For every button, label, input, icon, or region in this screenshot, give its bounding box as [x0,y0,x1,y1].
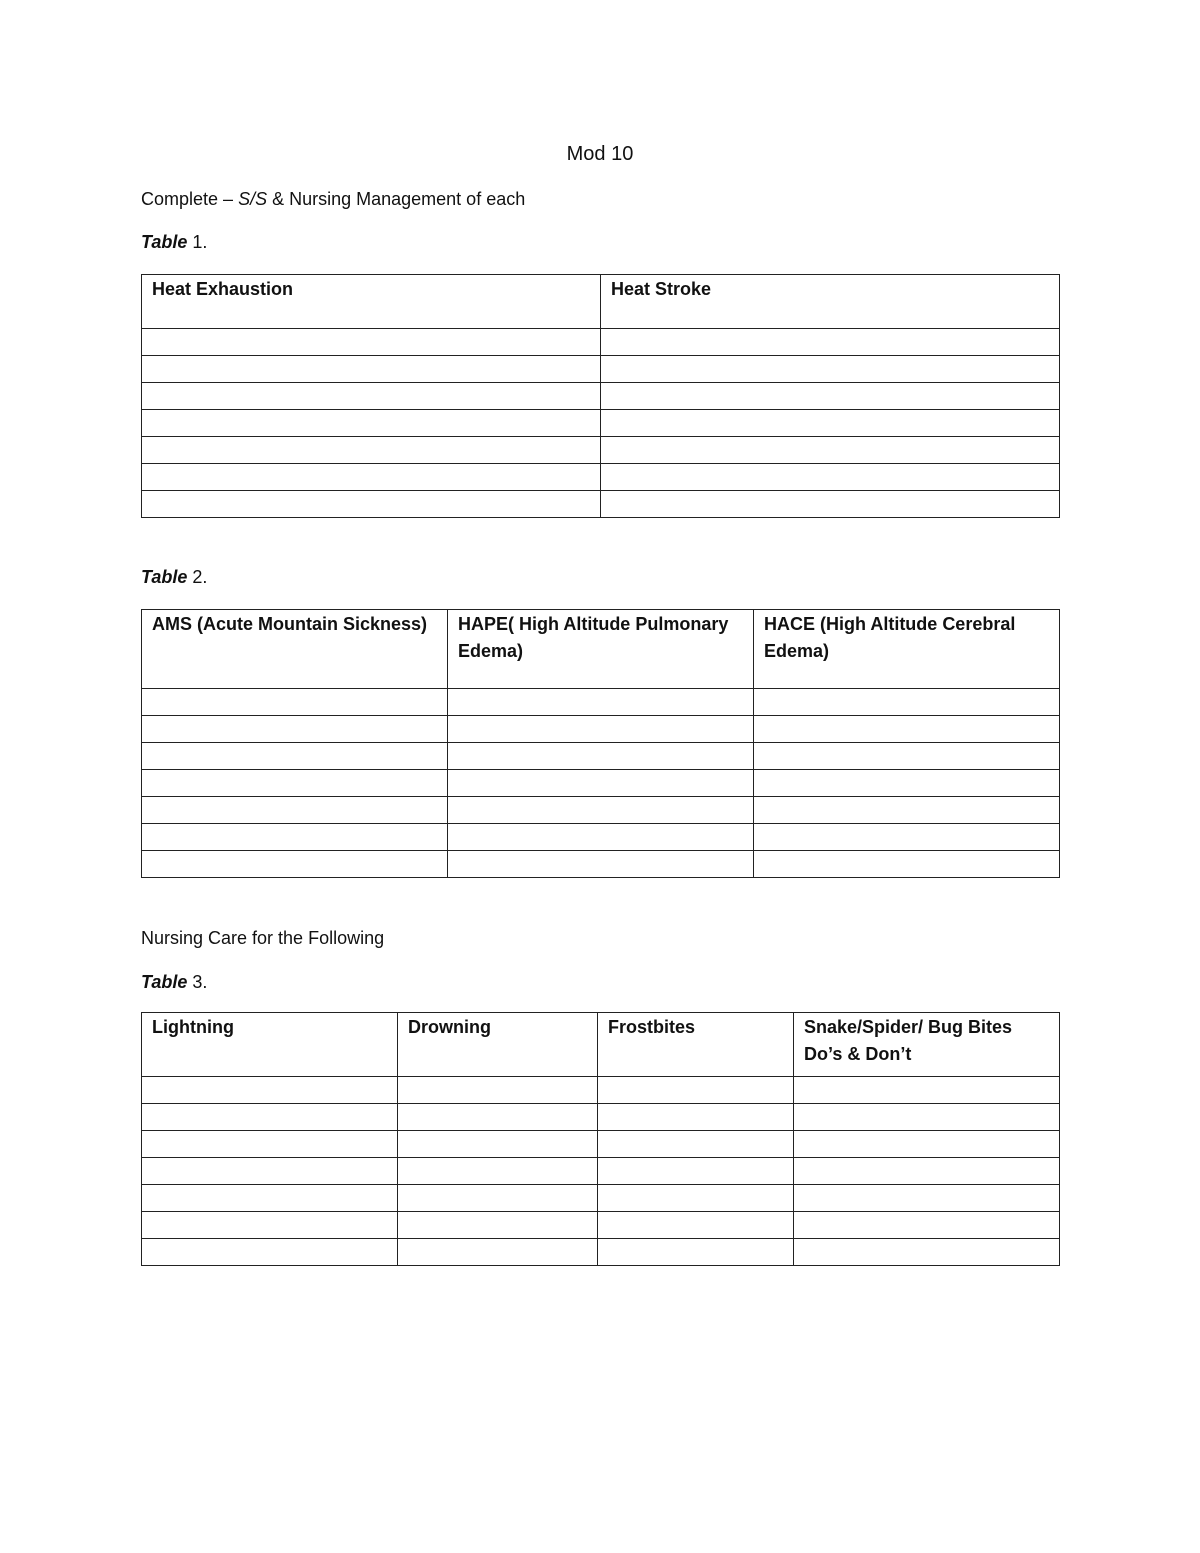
table-row [142,356,1060,383]
table-2-caption-number: 2. [187,567,208,587]
table-1-body [142,329,1060,518]
table-row [142,1212,1060,1239]
blank-cell[interactable] [601,437,1060,464]
table-3-header-bites: Snake/Spider/ Bug Bites Do’s & Don’t [794,1013,1060,1077]
blank-cell[interactable] [142,1185,398,1212]
blank-cell[interactable] [142,1104,398,1131]
blank-cell[interactable] [448,743,754,770]
blank-cell[interactable] [448,770,754,797]
page-title: Mod 10 [566,143,634,165]
table-row [142,770,1060,797]
table-3-header-lightning: Lightning [142,1013,398,1077]
table-3-body [142,1077,1060,1266]
table-3-caption-number: 3. [187,972,208,992]
blank-cell[interactable] [598,1212,794,1239]
blank-cell[interactable] [142,851,448,878]
blank-cell[interactable] [754,689,1060,716]
table-row [142,491,1060,518]
blank-cell[interactable] [601,356,1060,383]
blank-cell[interactable] [601,464,1060,491]
table-2-header-ams: AMS (Acute Mountain Sickness) [142,610,448,689]
table-3-header-drowning: Drowning [398,1013,598,1077]
table-row [142,743,1060,770]
blank-cell[interactable] [398,1158,598,1185]
table-row [142,1158,1060,1185]
blank-cell[interactable] [398,1212,598,1239]
table-row [142,410,1060,437]
blank-cell[interactable] [598,1158,794,1185]
table-2-caption [141,567,207,588]
blank-cell[interactable] [754,824,1060,851]
instructions-italic: S/S [238,189,268,209]
table-row [142,329,1060,356]
blank-cell[interactable] [142,410,601,437]
blank-cell[interactable] [794,1185,1060,1212]
blank-cell[interactable] [794,1239,1060,1266]
table-3-header-frostbites: Frostbites [598,1013,794,1077]
table-row [142,689,1060,716]
table-1-caption-number: 1. [187,232,208,252]
table-1 [141,274,1060,518]
blank-cell[interactable] [142,464,601,491]
blank-cell[interactable] [398,1104,598,1131]
table-row [142,1131,1060,1158]
blank-cell[interactable] [601,329,1060,356]
blank-cell[interactable] [398,1185,598,1212]
instructions-suffix: & Nursing Management of each [267,189,526,209]
blank-cell[interactable] [398,1131,598,1158]
table-row [142,464,1060,491]
section-text: Nursing Care for the Following [141,928,385,948]
table-row [142,716,1060,743]
blank-cell[interactable] [448,716,754,743]
blank-cell[interactable] [448,689,754,716]
blank-cell[interactable] [598,1104,794,1131]
table-2 [141,609,1060,878]
table-3-caption-word: Table [141,972,188,992]
blank-cell[interactable] [794,1131,1060,1158]
table-2-caption-word: Table [141,567,188,587]
blank-cell[interactable] [794,1158,1060,1185]
blank-cell[interactable] [601,383,1060,410]
blank-cell[interactable] [448,851,754,878]
blank-cell[interactable] [794,1077,1060,1104]
table-row [142,1077,1060,1104]
blank-cell[interactable] [142,329,601,356]
table-row [142,797,1060,824]
table-row [142,383,1060,410]
table-3-caption [141,972,207,993]
table-2-body [142,689,1060,878]
blank-cell[interactable] [598,1239,794,1266]
blank-cell[interactable] [142,1239,398,1266]
blank-cell[interactable] [398,1077,598,1104]
table-1-caption-word: Table [141,232,188,252]
blank-cell[interactable] [598,1077,794,1104]
blank-cell[interactable] [754,770,1060,797]
table-row [142,824,1060,851]
blank-cell[interactable] [754,797,1060,824]
table-1-header-heat-stroke: Heat Stroke [601,275,1060,329]
table-2-header-hace: HACE (High Altitude Cerebral Edema) [754,610,1060,689]
blank-cell[interactable] [142,824,448,851]
blank-cell[interactable] [448,797,754,824]
blank-cell[interactable] [142,1212,398,1239]
instructions-text [141,189,525,210]
blank-cell[interactable] [142,383,601,410]
blank-cell[interactable] [601,410,1060,437]
blank-cell[interactable] [142,797,448,824]
blank-cell[interactable] [142,1158,398,1185]
table-1-header-heat-exhaustion: Heat Exhaustion [142,275,601,329]
table-1-caption [141,232,207,253]
blank-cell[interactable] [142,689,448,716]
blank-cell[interactable] [598,1185,794,1212]
blank-cell[interactable] [448,824,754,851]
blank-cell[interactable] [754,743,1060,770]
blank-cell[interactable] [142,356,601,383]
table-3 [141,1012,1060,1266]
blank-cell[interactable] [142,743,448,770]
blank-cell[interactable] [794,1104,1060,1131]
table-row [142,851,1060,878]
instructions-prefix: Complete – [141,189,239,209]
blank-cell[interactable] [601,491,1060,518]
blank-cell[interactable] [398,1239,598,1266]
blank-cell[interactable] [142,1131,398,1158]
blank-cell[interactable] [142,1077,398,1104]
blank-cell[interactable] [142,770,448,797]
blank-cell[interactable] [142,491,601,518]
table-row [142,1239,1060,1266]
blank-cell[interactable] [754,851,1060,878]
blank-cell[interactable] [142,716,448,743]
table-row [142,1185,1060,1212]
blank-cell[interactable] [598,1131,794,1158]
blank-cell[interactable] [794,1212,1060,1239]
table-2-header-hape: HAPE( High Altitude Pulmonary Edema) [448,610,754,689]
table-row [142,1104,1060,1131]
table-row [142,437,1060,464]
blank-cell[interactable] [754,716,1060,743]
blank-cell[interactable] [142,437,601,464]
